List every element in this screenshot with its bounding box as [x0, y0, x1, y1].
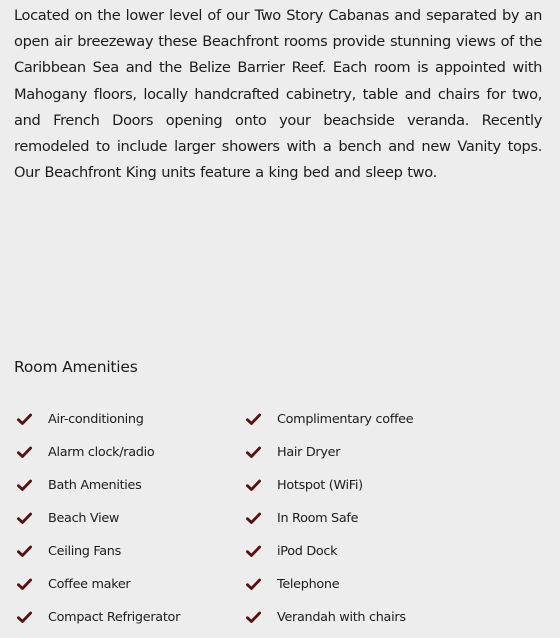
room-description: Located on the lower level of our Two Story Cabanas and separated by an open air breezeway these Beachfront rooms provide stunning views of the Caribbean Sea and the Belize Barrier Reef. Each room is appointed with Mahogany floors, locally handcrafted cabinetry, table and chairs for two, and French Doors opening onto your beachside veranda. Recently remodeled to include larger showers with a bench and new Vanity tops. Our Beachfront King units feature a king bed and sleep two. [14, 7, 542, 182]
amenity-item [17, 568, 130, 601]
amenity-label: Verandah with chairs [277, 610, 406, 625]
check-icon [246, 544, 261, 559]
check-icon [246, 511, 261, 526]
amenities-title: Room Amenities [14, 358, 138, 376]
amenity-label: Hotspot (WiFi) [277, 478, 363, 493]
amenity-item [246, 535, 337, 568]
amenity-label: Alarm clock/radio [48, 445, 155, 460]
check-icon [17, 478, 32, 493]
amenity-item [246, 403, 413, 436]
amenity-label: Bath Amenities [48, 478, 142, 493]
check-icon [17, 610, 32, 625]
amenity-item [246, 568, 339, 601]
amenity-item [17, 535, 121, 568]
amenity-item [246, 601, 406, 634]
amenity-label: Complimentary coffee [277, 412, 414, 427]
amenity-item [246, 436, 340, 469]
check-icon [17, 445, 32, 460]
amenity-label: Air-conditioning [48, 412, 144, 427]
amenity-item [246, 502, 358, 535]
check-icon [17, 577, 32, 592]
amenity-label: Ceiling Fans [48, 544, 121, 559]
amenity-item [17, 403, 144, 436]
amenity-label: iPod Dock [277, 544, 338, 559]
amenity-label: In Room Safe [277, 511, 359, 526]
check-icon [17, 544, 32, 559]
check-icon [246, 478, 261, 493]
amenity-item [246, 469, 363, 502]
check-icon [17, 412, 32, 427]
amenity-label: Compact Refrigerator [48, 610, 181, 625]
amenity-label: Beach View [48, 511, 120, 526]
amenity-label: Coffee maker [48, 577, 131, 592]
amenity-item [17, 601, 180, 634]
check-icon [246, 412, 261, 427]
check-icon [246, 445, 261, 460]
amenity-item [17, 436, 154, 469]
check-icon [17, 511, 32, 526]
amenity-item [17, 469, 142, 502]
amenity-item [17, 502, 119, 535]
amenity-label: Hair Dryer [277, 445, 341, 460]
check-icon [246, 577, 261, 592]
amenity-label: Telephone [277, 577, 340, 592]
check-icon [246, 610, 261, 625]
